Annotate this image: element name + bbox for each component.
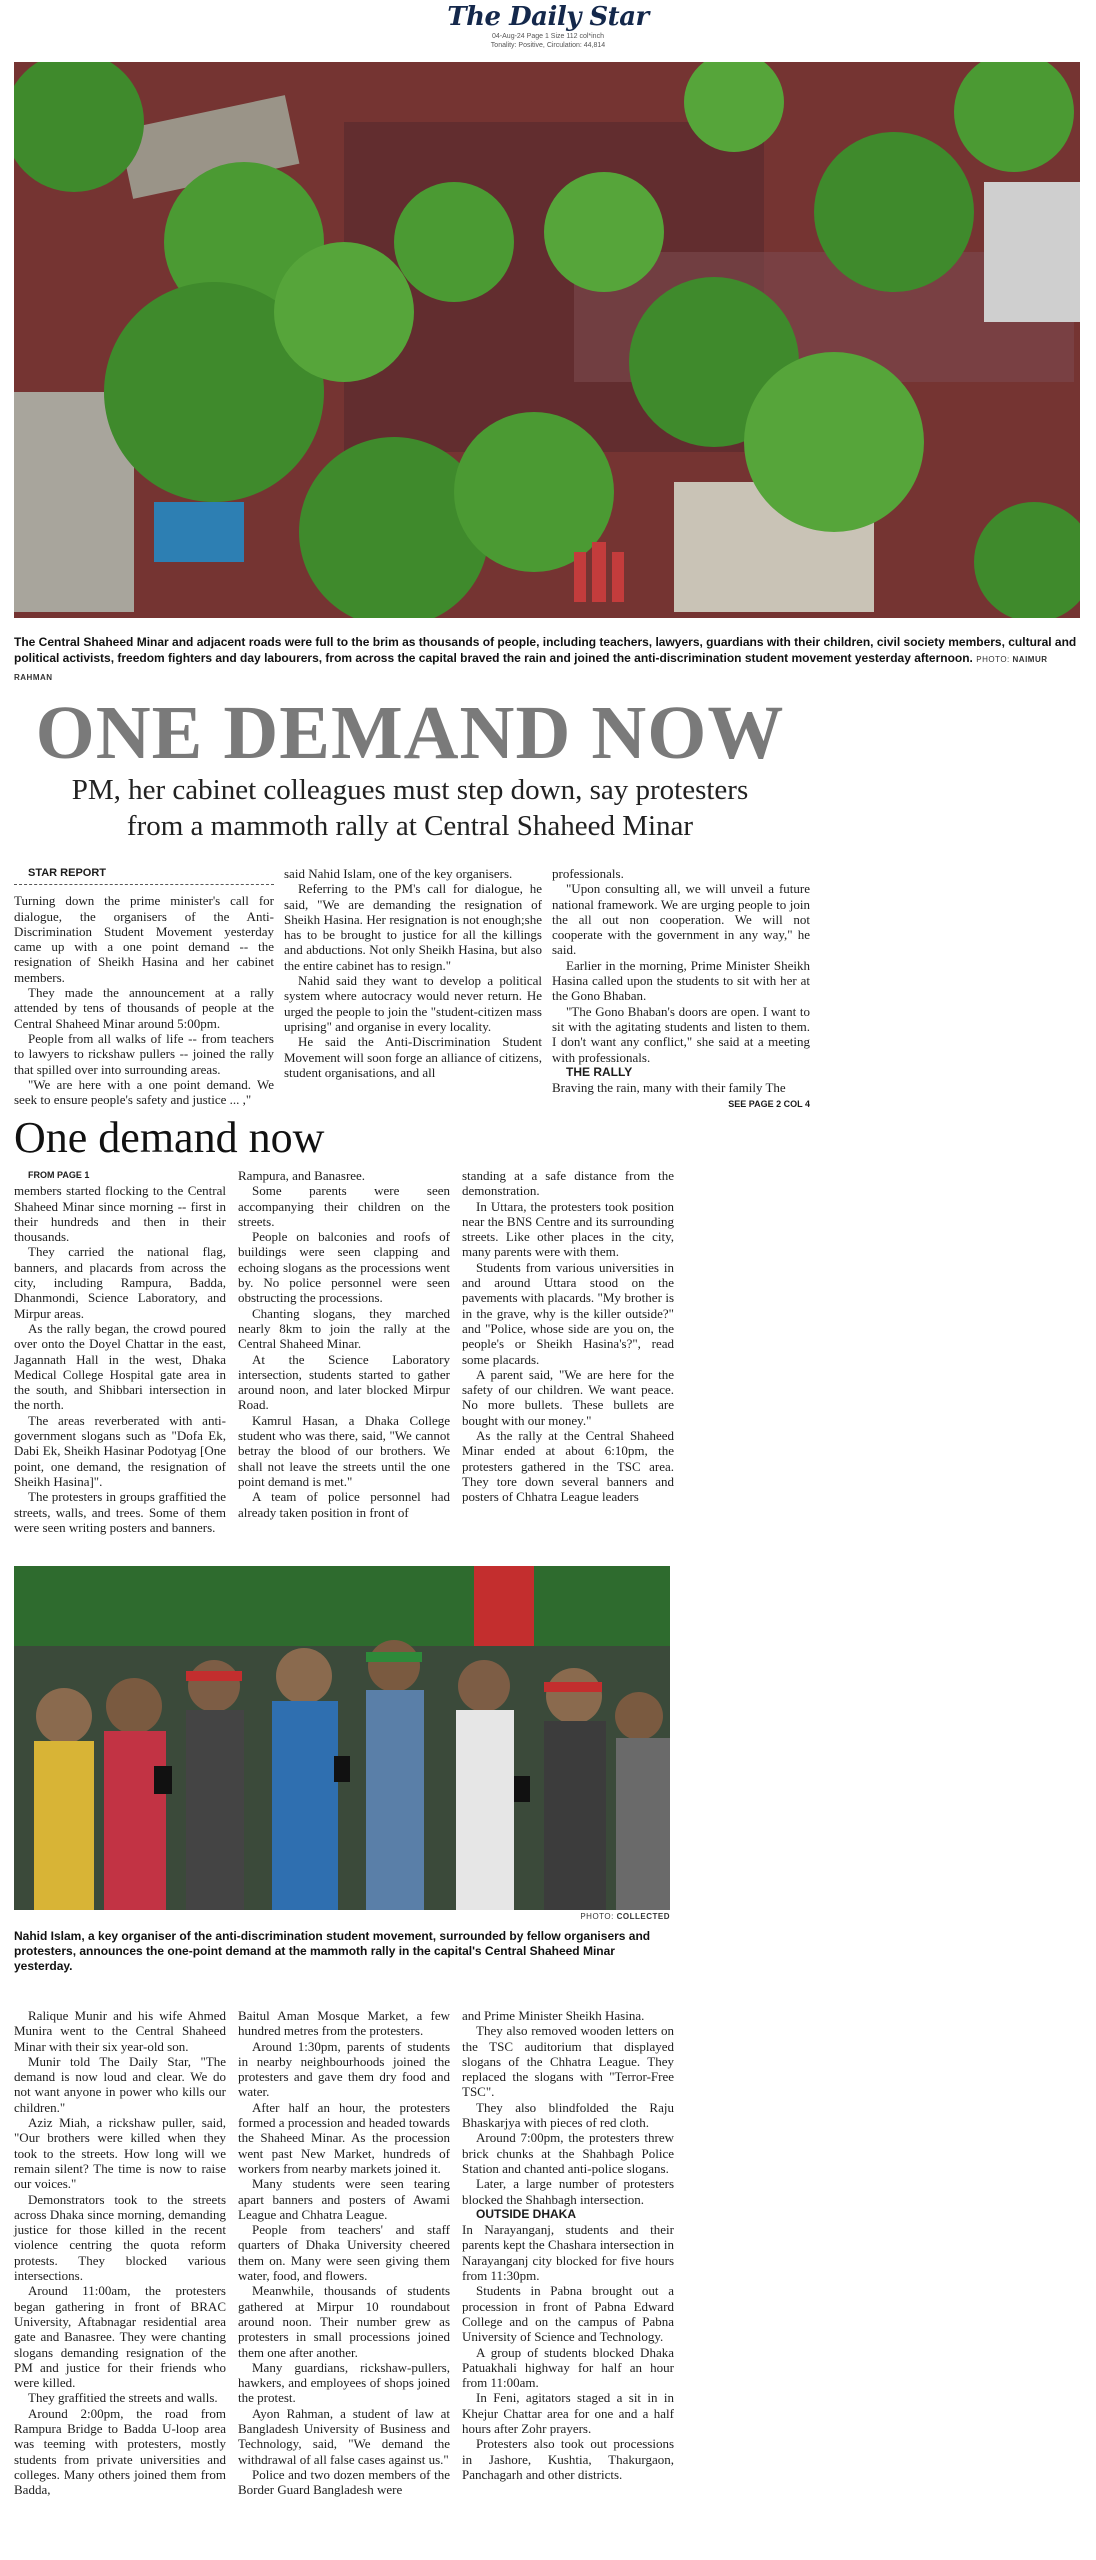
paragraph: Many guardians, rickshaw-pullers, hawkers, and employees of shops joined the protest. (238, 2359, 450, 2406)
rally-photo-credit (14, 1912, 670, 1921)
paragraph: Referring to the PM's call for dialogue, he said, "We are demanding the resignation of Sheikh Hasina. Her resignation is not enough;she has to be brought to justice for all the killings and abductions. Not only Sheikh Hasina, but also the entire cabinet has to resign." (284, 881, 542, 973)
top-photo-caption (14, 634, 1080, 686)
paragraph: "Upon consulting all, we will unveil a future national framework. We are urging people to join the all out non cooperation. We will not cooperate with the government in any way," he said. (552, 881, 810, 958)
paragraph: Police and two dozen members of the Border Guard Bangladesh were (238, 2466, 450, 2498)
paragraph: Protesters also took out processions in Jashore, Kushtia, Thakurgaon, Panchagarh and other districts. (462, 2436, 674, 2482)
paragraph: Around 1:30pm, parents of students in nearby neighbourhoods joined the protesters and gave them dry food and water. (238, 2038, 450, 2100)
main-headline: ONE DEMAND NOW (35, 691, 785, 775)
paragraph: In Narayanganj, students and their parents kept the Chashara intersection in Narayanganj city blocked for five hours from 11:30pm. (462, 2222, 674, 2284)
paragraph: members started flocking to the Central Shaheed Minar since morning -- first in their hundreds and then in their thousands. (14, 1183, 226, 1245)
paragraph: They graffitied the streets and walls. (28, 2390, 218, 2406)
paragraph: and Prime Minister Sheikh Hasina. (462, 2008, 645, 2023)
credit-label: PHOTO: (580, 1912, 614, 1921)
paragraph: As the rally at the Central Shaheed Minar ended at about 6:10pm, the protesters gathered in the TSC area. They tore down several banners and posters of Chhatra League leaders (462, 1428, 674, 1505)
section-subtitle-the-rally: THE RALLY (566, 1064, 633, 1079)
paragraph: As the rally began, the crowd poured over onto the Doyel Chattar in the east, Jagannath Hall in the west, Dhaka Medical College Hospital gate area in the south, and Shibbari intersection in the north. (14, 1320, 226, 1413)
paragraph: Some parents were seen accompanying their children on the streets. (238, 1183, 450, 1229)
credit-name: COLLECTED (616, 1912, 670, 1921)
paragraph: Demonstrators took to the streets across Dhaka since morning, demanding justice for those killed in the recent violence centring the quota reform protests. They blocked various intersections. (14, 2191, 226, 2284)
paragraph: Later, a large number of protesters blocked the Shahbagh intersection. (462, 2176, 674, 2207)
top-photo-caption-text: The Central Shaheed Minar and adjacent roads were full to the brim as thousands of people, including teachers, lawyers, guardians with their children, civil society members, cultural and political activists, freedom fighters and day labourers, from across the capital braved the rain and joined the anti-discrimination student movement yesterday afternoon. (14, 635, 1077, 665)
paragraph: Rampura, and Banasree. (238, 1168, 366, 1183)
front-story-col-1 (14, 866, 274, 1107)
paragraph: A team of police personnel had already taken position in front of (238, 1489, 450, 1520)
clipping-meta-line1: 04-Aug-24 Page 1 Size 112 col*inch (492, 33, 604, 40)
inner-headline: One demand now (14, 1113, 325, 1162)
lower-col-2 (238, 2008, 450, 2498)
newspaper-logo: The Daily Star (447, 2, 649, 32)
paragraph: People on balconies and roofs of buildings were seen clapping and echoing slogans as the processions went by. No police personnel were seen obstructing the processions. (238, 1229, 450, 1306)
inner-story-col-3 (462, 1168, 674, 1505)
paragraph: After half an hour, the protesters formed a procession and headed towards the Shaheed Minar. As the procession went past New Market, hundreds of workers from nearby markets joined it. (238, 2099, 450, 2176)
paragraph: Meanwhile, thousands of students gathered at Mirpur 10 roundabout around noon. Their number grew as protesters in small processions joined them one after another. (238, 2283, 450, 2360)
credit-label: PHOTO: (976, 655, 1010, 664)
paragraph: Baitul Aman Mosque Market, a few hundred metres from the protesters. (238, 2008, 450, 2039)
paragraph: standing at a safe distance from the demonstration. (462, 1168, 674, 1199)
paragraph: Kamrul Hasan, a Dhaka College student who was there, said, "We cannot betray the blood of our brothers. We shall not leave the streets until the one point demand is met." (238, 1412, 450, 1489)
paragraph: The areas reverberated with anti-government slogans such as "Dofa Ek, Dabi Ek, Sheikh Hasinar Podotyag [One point, one demand, the resignation of Sheikh Hasina]". (14, 1412, 226, 1489)
paragraph: Chanting slogans, they marched nearly 8km to join the rally at the Central Shaheed Minar. (238, 1305, 450, 1352)
paragraph: They also blindfolded the Raju Bhaskarjya with pieces of red cloth. (462, 2099, 674, 2131)
lower-col-3 (462, 2008, 674, 2482)
rally-photo-caption: Nahid Islam, a key organiser of the anti-discrimination student movement, surrounded by fellow organisers and protesters, announces the one-point demand at the mammoth rally in the capital's Central Shaheed Minar yesterday. (14, 1929, 651, 1973)
paragraph: In Feni, agitators staged a sit in in Khejur Chattar area for one and a half hours after Zohr prayers. (462, 2390, 674, 2437)
paragraph: "The Gono Bhaban's doors are open. I want to sit with the agitating students and listen to them. I don't want any conflict," she said at a meeting with professionals. (552, 1003, 810, 1065)
paragraph: He said the Anti-Discrimination Student Movement will soon forge an alliance of citizens, student organisations, and all (284, 1034, 542, 1080)
paragraph: Students in Pabna brought out a procession in front of Pabna Edward College and on the campus of Pabna University of Science and Technology. (462, 2283, 674, 2345)
paragraph: said Nahid Islam, one of the key organisers. (284, 866, 513, 881)
paragraph: Aziz Miah, a rickshaw puller, said, "Our brothers were killed when they took to the streets. How long will we remain silent? The time is now to raise our voices." (14, 2115, 226, 2192)
paragraph: Many students were seen tearing apart banners and posters of Awami League and Chhatra League. (238, 2176, 450, 2222)
paragraph: People from all walks of life -- from teachers to lawyers to rickshaw pullers -- joined the rally that spilled over into surrounding areas. (14, 1030, 274, 1077)
paragraph: professionals. (552, 866, 624, 881)
inner-story-col-2 (238, 1168, 450, 1520)
front-story-col-2 (284, 866, 542, 1080)
lower-col-1 (14, 2008, 226, 2498)
from-page-label: FROM PAGE 1 (28, 1170, 90, 1180)
masthead (0, 0, 1096, 60)
paragraph: Turning down the prime minister's call for dialogue, the organisers of the Anti-Discrimination Student Movement yesterday came up with a one point demand -- the resignation of Sheikh Hasina and her cabinet members. (14, 893, 274, 985)
paragraph: At the Science Laboratory intersection, students started to gather around noon, and later blocked Mirpur Road. (238, 1351, 450, 1413)
continued-jump-link[interactable]: SEE PAGE 2 COL 4 (728, 1099, 810, 1110)
paragraph: People from teachers' and staff quarters of Dhaka University cheered them on. Many were seen giving them water, food, and flowers. (238, 2222, 450, 2284)
byline: STAR REPORT (14, 866, 274, 885)
paragraph: The protesters in groups graffitied the streets, walls, and trees. Some of them were seen writing posters and banners. (14, 1489, 226, 1535)
paragraph: Braving the rain, many with their family The (552, 1080, 786, 1096)
paragraph: Ayon Rahman, a student of law at Bangladesh University of Business and Technology, said, "We demand the withdrawal of all false cases against us." (238, 2405, 450, 2467)
subheadline-line-1: PM, her cabinet colleagues must step down, say protesters (71, 774, 749, 806)
paragraph: A group of students blocked Dhaka Patuakhali highway for half an hour from 11:00am. (462, 2344, 674, 2391)
paragraph: They made the announcement at a rally attended by tens of thousands of people at the Central Shaheed Minar around 5:00pm. (14, 985, 274, 1031)
paragraph: Around 11:00am, the protesters began gathering in front of BRAC University, Aftabnagar residential area gate and Banasree. They were chanting slogans demanding resignation of the PM and justice for their friends who were killed. (14, 2283, 226, 2391)
inner-story-col-1 (14, 1168, 226, 1535)
rally-stage-illustration (14, 1566, 670, 1910)
paragraph: Earlier in the morning, Prime Minister Sheikh Hasina called upon the students to sit with her at the Gono Bhaban. (552, 957, 810, 1004)
paragraph: A parent said, "We are here for the safety of our children. We want peace. No more bullets. These bullets are bought with our money." (462, 1366, 674, 1428)
paragraph: They also removed wooden letters on the TSC auditorium that displayed slogans of the Chhatra League. They replaced the slogans with "Terror-Free TSC". (462, 2023, 674, 2100)
paragraph: Around 7:00pm, the protesters threw brick chunks at the Shahbagh Police Station and chanted anti-police slogans. (462, 2130, 674, 2176)
paragraph: Around 2:00pm, the road from Rampura Bridge to Badda U-loop area was teeming with protesters, mostly students from private universities and colleges. Many others joined them from Badda, (14, 2405, 226, 2498)
paragraph: "We are here with a one point demand. We seek to ensure people's safety and justice ... ," (14, 1076, 274, 1108)
subheadline-line-2: from a mammoth rally at Central Shaheed Minar (126, 810, 694, 842)
subheadline (40, 772, 780, 844)
paragraph: Nahid said they want to develop a political system where autocracy would never return. He urged the people to join the "student-citizen mass uprising" and organise in every locality. (284, 973, 542, 1034)
front-story-col-3 (552, 866, 810, 1113)
paragraph: Munir told The Daily Star, "The demand is now loud and clear. We do not want anyone in power who kills our children." (14, 2053, 226, 2115)
aerial-rally-illustration (14, 62, 1080, 618)
paragraph: Students from various universities in and around Uttara stood on the pavements with placards. "My brother is in the grave, why is the killer outside?" and "Police, whose side are you on, the people's or Sheikh Hasina's?", read some placards. (462, 1259, 674, 1367)
paragraph: In Uttara, the protesters took position near the BNS Centre and its surrounding streets. Like other places in the city, many parents were with them. (462, 1198, 674, 1260)
paragraph: Ralique Munir and his wife Ahmed Munira went to the Central Shaheed Minar with their six year-old son. (14, 2008, 226, 2054)
credit-name: NAIMUR RAHMAN (14, 655, 1048, 682)
aerial-rally-photo (14, 62, 1080, 618)
paragraph: They carried the national flag, banners, and placards from across the city, including Rampura, Badda, Dhanmondi, Science Laboratory, and Mirpur areas. (14, 1244, 226, 1321)
section-subtitle-outside-dhaka: OUTSIDE DHAKA (476, 2206, 577, 2221)
rally-stage-photo (14, 1566, 670, 1910)
clipping-meta-line2: Tonality: Positive, Circulation: 44,814 (490, 42, 606, 49)
